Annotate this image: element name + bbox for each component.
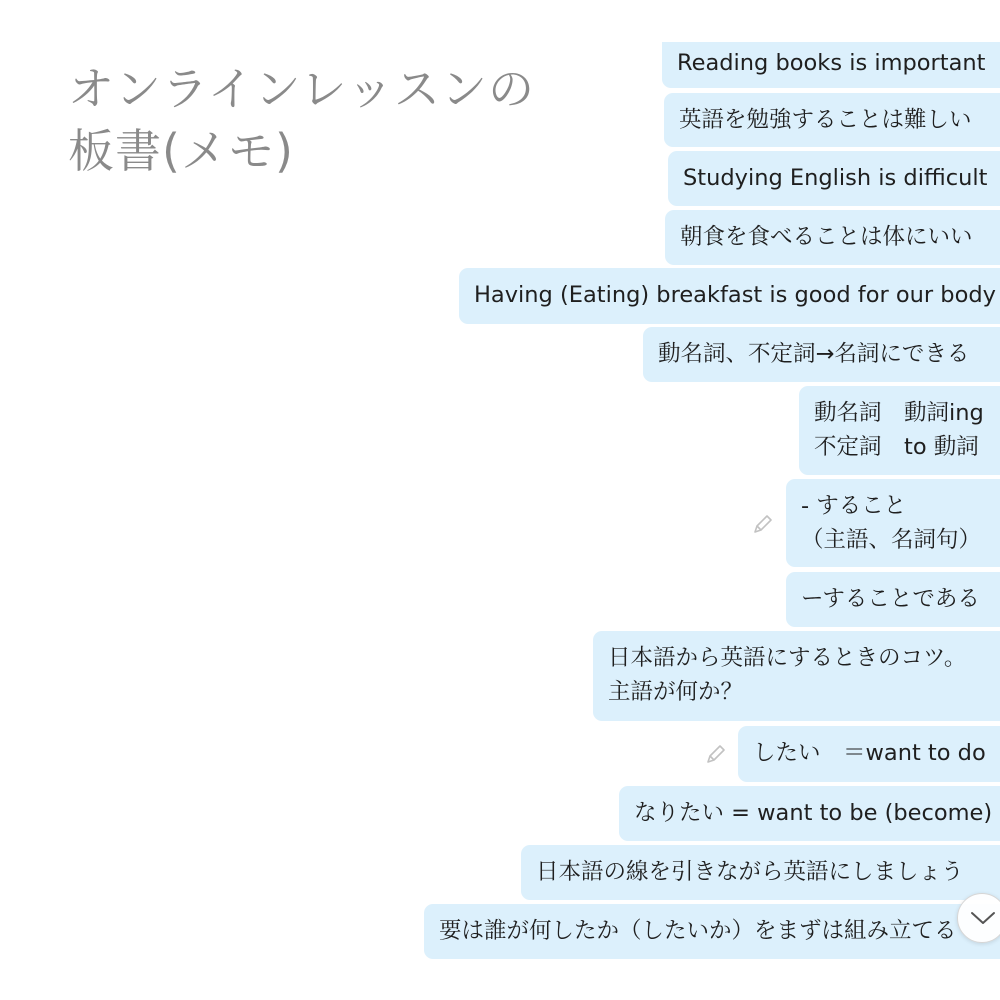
message-text: 朝食を食べることは体にいい [680, 224, 973, 250]
message-text: Having (Eating) breakfast is good for our body [474, 282, 996, 308]
chevron-down-icon [969, 906, 997, 930]
message-bubble[interactable] [668, 151, 1000, 206]
message-text: 主語が何か？ [608, 679, 744, 705]
message-bubble[interactable] [619, 786, 1000, 841]
page-title-line-1: オンラインレッスンの [68, 62, 536, 116]
message-text: 動名詞、不定詞→名詞にできる [658, 341, 970, 367]
pencil-icon[interactable] [704, 742, 728, 766]
message-bubble[interactable] [738, 726, 1000, 782]
page-title-line-2: 板書(メモ) [68, 124, 294, 178]
pencil-icon[interactable] [751, 512, 775, 536]
message-bubble[interactable] [643, 327, 1000, 382]
message-bubble[interactable] [662, 42, 1000, 88]
message-text: ーすることである [801, 586, 980, 612]
message-text: Studying English is difficult [683, 165, 988, 191]
page-title [68, 58, 588, 182]
message-text: - すること [801, 493, 907, 519]
scroll-to-bottom-button[interactable] [957, 893, 1000, 943]
message-text: 要は誰が何したか（したいか）をまずは組み立てる [439, 918, 957, 944]
message-text: 動名詞 動詞ing [814, 400, 984, 426]
message-bubble[interactable] [786, 479, 1000, 567]
message-bubble[interactable] [799, 386, 1000, 475]
message-text: 日本語から英語にするときのコツ。 [608, 645, 967, 671]
message-text: 英語を勉強することは難しい [679, 107, 972, 133]
message-bubble[interactable] [786, 572, 1000, 627]
message-bubble[interactable] [664, 93, 1000, 147]
message-bubble[interactable] [593, 631, 1000, 721]
message-text: 日本語の線を引きながら英語にしましょう [536, 859, 964, 885]
message-text: なりたい = want to be (become) [634, 800, 993, 826]
message-text: 不定詞 to 動詞 [814, 434, 979, 460]
message-bubble[interactable] [665, 210, 1000, 265]
message-bubble[interactable] [424, 904, 1000, 959]
message-text: Reading books is important [677, 50, 986, 76]
message-text: （主語、名詞句） [801, 527, 982, 553]
message-bubble[interactable] [459, 268, 1000, 324]
message-bubble[interactable] [521, 845, 1000, 900]
message-text: したい ＝want to do [753, 740, 986, 766]
